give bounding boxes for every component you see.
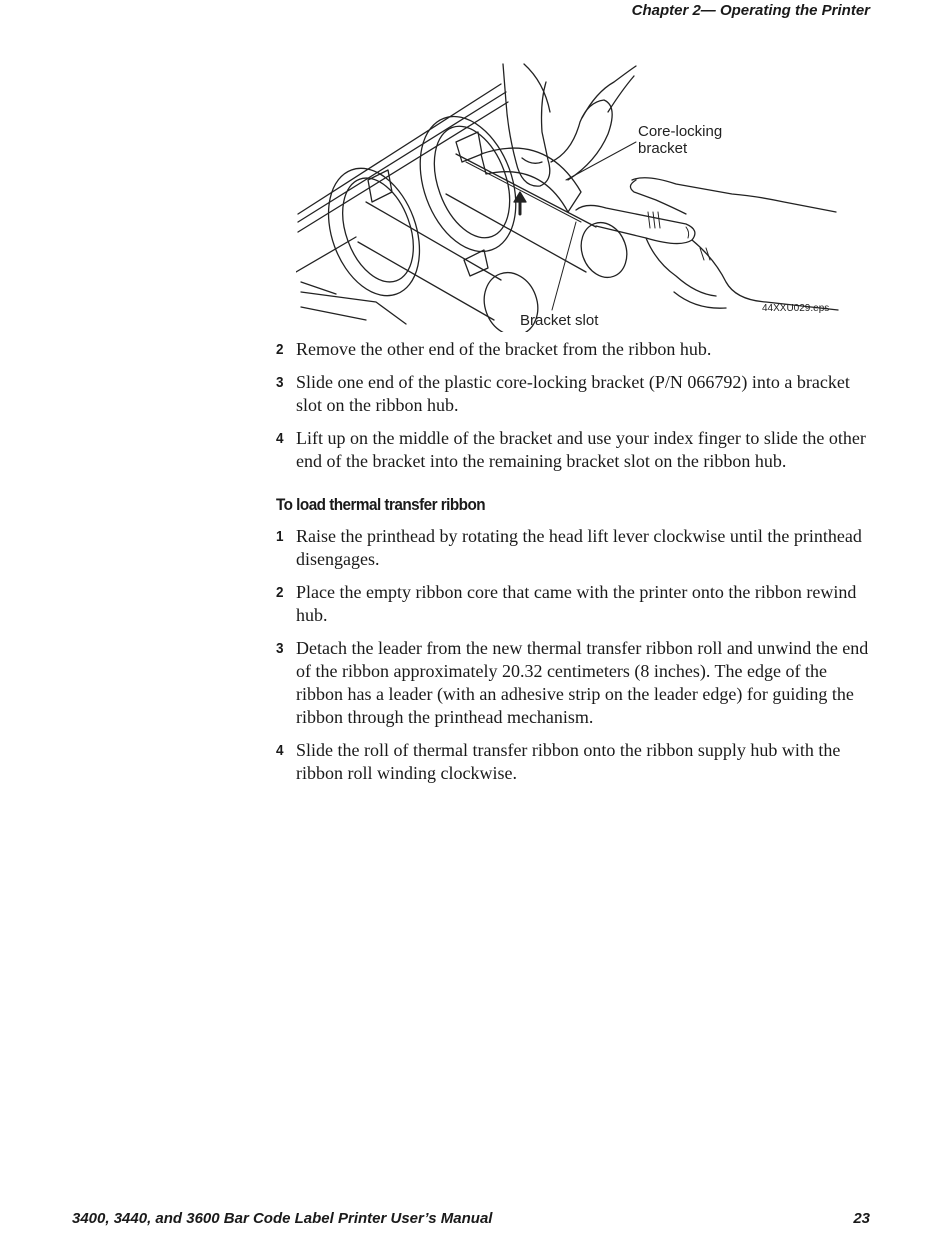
step-item bbox=[276, 581, 876, 627]
step-number: 3 bbox=[276, 640, 284, 657]
step-item bbox=[276, 637, 876, 729]
step-item bbox=[276, 371, 876, 417]
figure-core-locking-bracket bbox=[296, 62, 841, 332]
figure-file-id: 44XXU029.eps bbox=[762, 303, 830, 314]
page-footer bbox=[72, 1210, 870, 1227]
step-number: 1 bbox=[276, 528, 284, 545]
step-item bbox=[276, 427, 876, 473]
step-text: Place the empty ribbon core that came with the printer onto the ribbon rewind hub. bbox=[296, 582, 857, 625]
step-text: Raise the printhead by rotating the head lift lever clockwise until the printhead disengages. bbox=[296, 526, 862, 569]
step-text: Remove the other end of the bracket from the ribbon hub. bbox=[296, 339, 712, 359]
page-content bbox=[276, 338, 876, 795]
label-bracket-slot: Bracket slot bbox=[520, 312, 599, 329]
step-item bbox=[276, 338, 876, 361]
step-text: Slide the roll of thermal transfer ribbon onto the ribbon supply hub with the ribbon roll winding clockwise. bbox=[296, 740, 841, 783]
manual-title: 3400, 3440, and 3600 Bar Code Label Printer User’s Manual bbox=[72, 1210, 493, 1227]
section-heading: To load thermal transfer ribbon bbox=[276, 495, 486, 514]
step-number: 4 bbox=[276, 742, 284, 759]
label-core-locking-line1: Core-locking bbox=[638, 123, 723, 140]
step-number: 2 bbox=[276, 341, 284, 358]
step-number: 4 bbox=[276, 430, 284, 447]
step-item bbox=[276, 739, 876, 785]
page-number: 23 bbox=[853, 1210, 870, 1227]
step-item bbox=[276, 525, 876, 571]
step-number: 2 bbox=[276, 584, 284, 601]
figure-illustration bbox=[296, 62, 841, 332]
label-core-locking-line2: bracket bbox=[638, 140, 688, 157]
step-text: Lift up on the middle of the bracket and use your index finger to slide the other end of the bracket into the remaining bracket slot on the ribbon hub. bbox=[296, 428, 866, 471]
step-number: 3 bbox=[276, 374, 284, 391]
step-text: Detach the leader from the new thermal transfer ribbon roll and unwind the end of the ribbon approximately 20.32 centimeters (8 inches). The edge of the ribbon has a leader (with an adhesive strip on the leader edge) for guiding the ribbon through the printhead mechanism. bbox=[296, 638, 869, 727]
step-text: Slide one end of the plastic core-locking bracket (P/N 066792) into a bracket slot on the ribbon hub. bbox=[296, 372, 850, 415]
running-header: Chapter 2— Operating the Printer bbox=[631, 2, 870, 19]
